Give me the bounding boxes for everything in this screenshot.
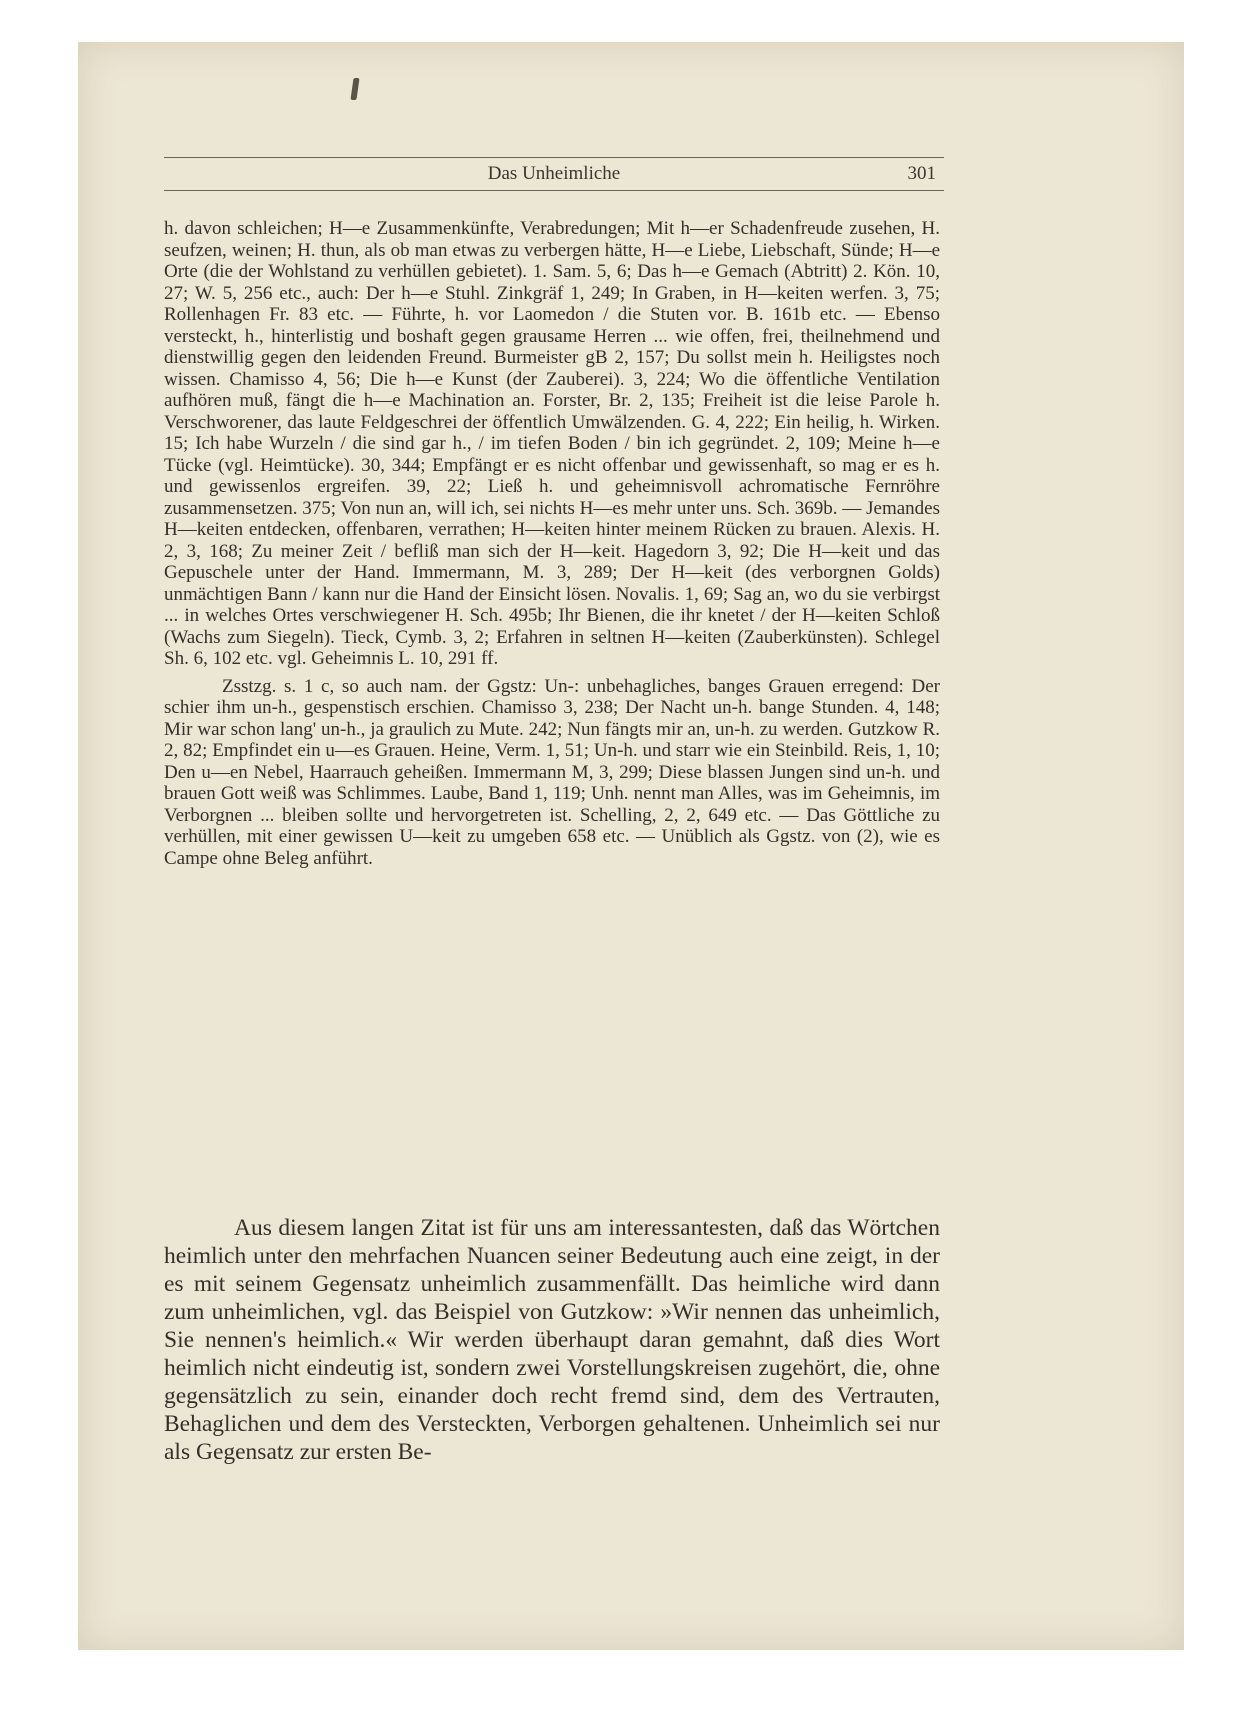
dictionary-entry	[164, 218, 940, 869]
running-head-title: Das Unheimliche	[487, 163, 621, 184]
dictionary-paragraph-2: Zsstzg. s. 1 c, so auch nam. der Ggstz: Un-: unbehagliches, banges Grauen erregend: Der schier ihm un-h., gespenstisch erschien. Chamisso 3, 238; Der Nacht un-h. bange Stunden. 4, 148; Mir war schon lang' un-h., ja graulich zu Mute. 242; Nun fängts mir an, un-h. zu werden. Gutzkow R. 2, 82; Empfindet ein u—es Grauen. Heine, Verm. 1, 51; Un-h. und starr wie ein Steinbild. Reis, 1, 10; Den u—en Nebel, Haarrauch geheißen. Immermann M, 3, 299; Diese blassen Jungen sind un-h. und brauen Gott weiß was Schlimmes. Laube, Band 1, 119; Unh. nennt man Alles, was im Geheimnis, im Verborgnen ... bleiben sollte und hervorgetreten ist. Schelling, 2, 2, 649 etc. — Das Göttliche zu verhüllen, mit einer gewissen U—keit zu umgeben 658 etc. — Unüblich als Ggstz. von (2), wie es Campe ohne Beleg anführt.	[164, 675, 940, 869]
main-text	[164, 1214, 940, 1466]
header-rule-top	[164, 157, 944, 158]
main-paragraph: Aus diesem langen Zitat ist für uns am interessantesten, daß das Wörtchen heimlich unter den mehrfachen Nuancen seiner Bedeutung auch eine zeigt, in der es mit seinem Gegensatz unheimlich zusammenfällt. Das heimliche wird dann zum unheimlichen, vgl. das Beispiel von Gutzkow: »Wir nennen das unheimlich, Sie nennen's heimlich.« Wir werden überhaupt daran gemahnt, daß dies Wort heimlich nicht eindeutig ist, sondern zwei Vorstellungskreisen zugehört, die, ohne gegensätzlich zu sein, einander doch recht fremd sind, dem des Vertrauten, Behaglichen und dem des Versteckten, Verborgen gehaltenen. Unheimlich sei nur als Gegensatz zur ersten Be-	[164, 1215, 940, 1465]
running-head	[164, 160, 944, 188]
dictionary-paragraph-1: h. davon schleichen; H—e Zusammenkünfte, Verabredungen; Mit h—er Schadenfreude zusehen, H. seufzen, weinen; H. thun, als ob man etwas zu verbergen hätte, H—e Liebe, Liebschaft, Sünde; H—e Orte (die der Wohlstand zu verhüllen gebietet). 1. Sam. 5, 6; Das h—e Gemach (Abtritt) 2. Kön. 10, 27; W. 5, 256 etc., auch: Der h—e Stuhl. Zinkgräf 1, 249; In Graben, in H—keiten werfen. 3, 75; Rollenhagen Fr. 83 etc. — Führte, h. vor Laomedon / die Stuten vor. B. 161b etc. — Ebenso versteckt, h., hinterlistig und boshaft gegen grausame Herren ... wie offen, frei, theilnehmend und dienstwillig gegen den leidenden Freund. Burmeister gB 2, 157; Du sollst mein h. Heiligstes noch wissen. Chamisso 4, 56; Die h—e Kunst (der Zauberei). 3, 224; Wo die öffentliche Ventilation aufhören muß, fängt die h—e Machination an. Forster, Br. 2, 135; Freiheit ist die leise Parole h. Verschworener, das laute Feldgeschrei der öffentlich Umwälzenden. G. 4, 222; Ein heilig, h. Wirken. 15; Ich habe Wurzeln / die sind gar h., / im tiefen Boden / bin ich gegründet. 2, 109; Meine h—e Tücke (vgl. Heimtücke). 30, 344; Empfängt er es nicht offenbar und gewissenhaft, so mag er es h. und gewissenlos ergreifen. 39, 22; Ließ h. und geheimnisvoll achromatische Fernröhre zusammensetzen. 375; Von nun an, will ich, sei nichts H—es mehr unter uns. Sch. 369b. — Jemandes H—keiten entdecken, offenbaren, verrathen; H—keiten hinter meinem Rücken zu brauen. Alexis. H. 2, 3, 168; Zu meiner Zeit / befliß man sich der H—keit. Hagedorn 3, 92; Die H—keit und das Gepuschele unter der Hand. Immermann, M. 3, 289; Der H—keit (des verborgnen Golds) unmächtigen Bann / kann nur die Hand der Einsicht lösen. Novalis. 1, 69; Sag an, wo du sie verbirgst ... in welches Ortes verschwiegener H. Sch. 495b; Ihr Bienen, die ihr knetet / der H—keiten Schloß (Wachs zum Siegeln). Tieck, Cymb. 3, 2; Erfahren in seltnen H—keiten (Zauberkünsten). Schlegel Sh. 6, 102 etc. vgl. Geheimnis L. 10, 291 ff.	[164, 218, 940, 669]
header-rule-bottom	[164, 190, 944, 191]
page-number: 301	[907, 163, 936, 184]
